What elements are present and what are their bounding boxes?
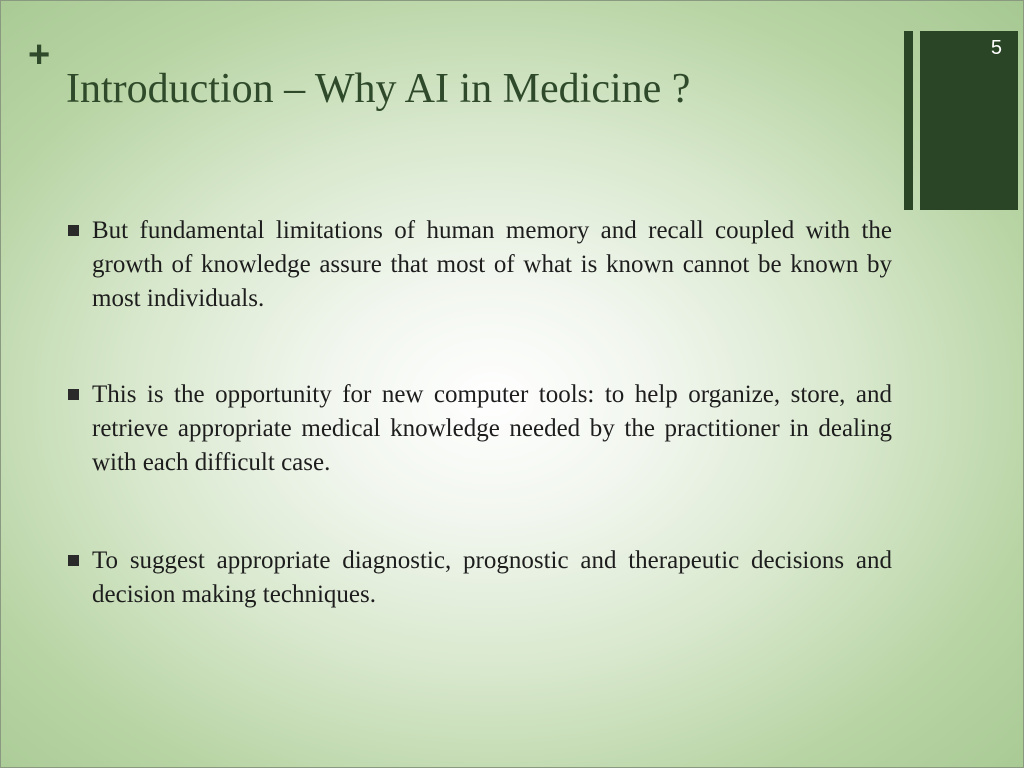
bullet-item [66, 378, 892, 480]
square-bullet-icon [68, 389, 79, 400]
bullet-list [66, 214, 892, 612]
slide-title: Introduction – Why AI in Medicine ? [66, 66, 691, 112]
bullet-text: But fundamental limitations of human memory and recall coupled with the growth of knowledge assure that most of what is known cannot be known by most individuals. [92, 217, 892, 312]
bullet-text: To suggest appropriate diagnostic, prognostic and therapeutic decisions and decision making techniques. [92, 547, 892, 608]
square-bullet-icon [68, 225, 79, 236]
square-bullet-icon [68, 555, 79, 566]
bullet-item [66, 214, 892, 316]
bullet-text: This is the opportunity for new computer tools: to help organize, store, and retrieve appropriate medical knowledge needed by the practitioner in dealing with each difficult case. [92, 381, 892, 476]
corner-accent-bar [904, 31, 913, 210]
page-number-box [920, 31, 1018, 210]
plus-icon: + [28, 34, 51, 76]
bullet-item [66, 544, 892, 612]
page-number: 5 [990, 37, 1002, 59]
